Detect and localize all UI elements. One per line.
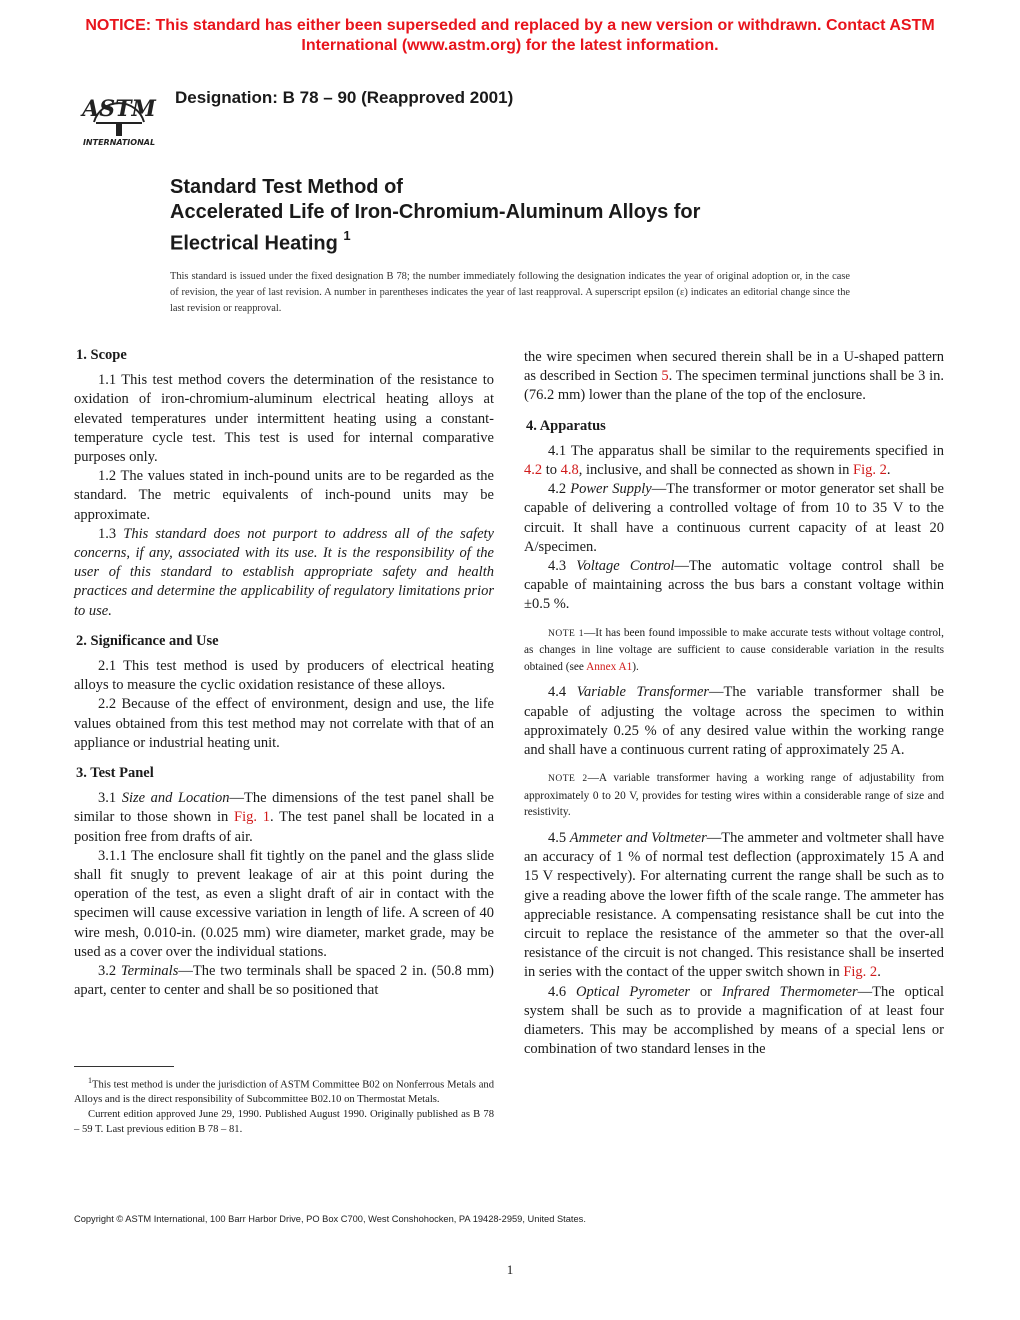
note-1-text-b: ).	[632, 660, 639, 673]
para-3-1-num: 3.1	[98, 790, 122, 807]
note-1	[524, 625, 944, 676]
title-line-2: Accelerated Life of Iron-Chromium-Aluminum Alloys for	[170, 201, 701, 223]
page-number: 1	[506, 1262, 514, 1277]
notice-line-1: NOTICE: This standard has either been superseded and replaced by a new version or withdrawn. Contact ASTM	[85, 17, 935, 34]
para-4-1-b: to	[542, 462, 561, 479]
copyright: Copyright © ASTM International, 100 Barr Harbor Drive, PO Box C700, West Conshohocken, PA 19428-2959, United States.	[74, 1214, 586, 1224]
heading-scope: 1. Scope	[76, 347, 127, 363]
fig-1-link[interactable]: Fig. 1	[234, 809, 270, 826]
para-3-1-text-b: . The test panel shall be located in a position free from drafts of air.	[74, 809, 495, 845]
para-4-2-num: 4.2	[548, 481, 571, 498]
para-3-1-text-a: —The dimensions of the test panel shall be similar to those shown in	[74, 790, 494, 826]
para-4-5-term: Ammeter and Voltmeter	[569, 830, 707, 847]
para-4-4	[524, 683, 944, 760]
note-2-label: NOTE 2	[548, 774, 588, 785]
left-column	[74, 346, 494, 1001]
para-4-6-term-1: Optical Pyrometer	[576, 983, 691, 1000]
para-4-5-text-a: —The ammeter and voltmeter shall have an accuracy of 1 % of normal test deflection (approximately 15 A and 15 V respectively). For alternating current the range shall be such as to give a reading above the lower fifth of the scale range. The ammeter has appreciable resistance. A compensating resistance shall be cut into the circuit to replace the resistance of the ammeter so that the over-all resistance of the circuit is not changed. This resistance shall be inserted in series with the contact of the upper switch shown in	[524, 830, 945, 981]
para-2-2: 2.2 Because of the effect of environment, design and use, the life values obtained from this test method may not correlate with that of an appliance or industrial heating unit.	[74, 696, 494, 751]
document-title	[170, 175, 930, 257]
para-4-5	[524, 829, 944, 983]
withdrawal-notice	[40, 16, 980, 56]
note-2	[524, 770, 944, 821]
para-4-6	[524, 983, 944, 1060]
annex-a1-link[interactable]: Annex A1	[586, 660, 633, 673]
para-4-2-text: —The transformer or motor generator set shall be capable of delivering a controlled voltage of from 10 to 35 V to the circuit. It shall have a continuous current capacity of at least 20 A/specimen.	[524, 481, 944, 555]
para-4-3-num: 4.3	[548, 558, 577, 575]
para-3-1-term: Size and Location	[121, 790, 230, 807]
para-4-3-text: —The automatic voltage control shall be capable of maintaining across the bus bars a constant voltage within ±0.5 %.	[524, 558, 944, 613]
title-footnote-mark: 1	[343, 228, 351, 243]
para-4-1-d: .	[886, 462, 891, 479]
section-5-link[interactable]: 5	[661, 368, 669, 385]
astm-logo-sub: INTERNATIONAL	[82, 138, 156, 147]
designation: Designation: B 78 – 90 (Reapproved 2001)	[175, 88, 514, 107]
para-4-6-num: 4.6	[548, 983, 576, 1000]
heading-significance: 2. Significance and Use	[76, 632, 219, 649]
para-4-4-term: Variable Transformer	[576, 684, 710, 701]
para-4-6-text: —The optical system shall be such as to provide a magnification of at least four diameters. This may be accomplished by means of a special lens or combination of two standard lenses in the	[524, 983, 945, 1058]
footnote	[74, 1074, 494, 1138]
para-4-4-num: 4.4	[548, 684, 577, 701]
para-4-3	[524, 557, 944, 615]
para-4-2-term: Power Supply	[570, 481, 652, 498]
para-1-3	[74, 525, 494, 621]
ref-4-8-link[interactable]: 4.8	[560, 462, 579, 479]
para-1-3-num: 1.3	[98, 525, 124, 542]
para-1-1: 1.1 This test method covers the determination of the resistance to oxidation of iron-chromium-aluminum electrical heating alloys at elevated temperatures under intermittent heating using a constant-temperature cycle test. This test is used for internal comparative purposes only.	[74, 372, 494, 466]
astm-logo	[76, 76, 162, 148]
heading-apparatus: 4. Apparatus	[526, 417, 606, 434]
footnote-para-2: Current edition approved June 29, 1990. Published August 1990. Originally published as B 78 – 59 T. Last previous edition B 78 – 81.	[74, 1109, 494, 1135]
fig-2-link[interactable]: Fig. 2	[853, 462, 887, 479]
para-3-2-continued	[524, 348, 944, 406]
para-4-6-or: or	[690, 983, 722, 1000]
note-1-label: NOTE 1	[548, 628, 584, 639]
footnote-text-1: This test method is under the jurisdiction of ASTM Committee B02 on Nonferrous Metals and Alloys and is the direct responsibility of Subcommittee B02.10 on Thermostat Metals.	[74, 1079, 494, 1106]
para-4-1-a: 4.1 The apparatus shall be similar to the requirements specified in	[548, 442, 944, 459]
para-4-2	[524, 480, 944, 557]
para-1-3-text: This standard does not purport to address all of the safety concerns, if any, associated with its use. It is the responsibility of the user of this standard to establish appropriate safety and health practices and determine the applicability of regulatory limitations prior to use.	[74, 525, 494, 619]
title-line-3: Electrical Heating	[170, 232, 338, 255]
para-4-1-c: , inclusive, and shall be connected as shown in	[578, 462, 854, 479]
issued-note: This standard is issued under the fixed designation B 78; the number immediately following the designation indicates the year of original adoption or, in the case of revision, the year of last revision. A number in parentheses indicates the year of last reapproval. A superscript epsilon (ε) indicates an editorial change since the last revision or reapproval.	[170, 271, 850, 314]
note-2-text: —A variable transformer having a working range of adjustability from approximately 0 to 20 V, provides for testing wires within a considerable range of size and resistivity.	[524, 772, 945, 819]
para-3-2-term: Terminals	[120, 963, 179, 980]
para-3-2-cont-a: the wire specimen when secured therein shall be in a U-shaped pattern as described in Section	[524, 349, 944, 385]
para-4-5-num: 4.5	[548, 830, 570, 847]
para-4-5-text-b: .	[877, 964, 881, 981]
para-4-1	[524, 442, 944, 480]
ref-4-2-link[interactable]: 4.2	[524, 462, 543, 479]
fig-2-link-2[interactable]: Fig. 2	[843, 964, 878, 981]
para-1-2: 1.2 The values stated in inch-pound units are to be regarded as the standard. The metric equivalents of inch-pound units may be approximate.	[74, 468, 494, 523]
right-column	[524, 348, 944, 1059]
para-4-6-term-2: Infrared Thermometer	[721, 983, 858, 1000]
para-4-3-term: Voltage Control	[576, 558, 675, 575]
para-3-2-num: 3.2	[98, 963, 121, 980]
para-3-1-1: 3.1.1 The enclosure shall fit tightly on the panel and the glass slide shall fit snugly to prevent leakage of air at this point during the operation of the test, as even a slight draft of air in contact with the specimen will cause excessive variation in length of life. A screen of 40 wire mesh, 0.010-in. (0.025 mm) wire diameter, market grade, may be used as a cover over the individual stations.	[74, 847, 494, 960]
para-3-2	[74, 962, 494, 1000]
footnote-rule	[74, 1066, 174, 1067]
para-3-1	[74, 789, 494, 847]
para-4-4-text: —The variable transformer shall be capable of adjusting the voltage across the specimen to within approximately 0.25 % of any desired value within the working range and shall have a continuous current rating of approximately 25 A.	[524, 684, 944, 759]
footnote-para-1	[74, 1074, 494, 1108]
para-3-2-text: —The two terminals shall be spaced 2 in. (50.8 mm) apart, center to center and shall be so positioned that	[74, 963, 495, 999]
footnote-mark: 1	[88, 1076, 92, 1085]
astm-logo-letters: ASTM	[82, 96, 156, 122]
title-line-1: Standard Test Method of	[170, 176, 403, 198]
heading-test-panel: 3. Test Panel	[76, 765, 154, 782]
note-1-text-a: —It has been found impossible to make accurate tests without voltage control, as changes in line voltage are sufficient to cause considerable variation in the results obtained (see	[524, 626, 945, 673]
notice-line-2: International (www.astm.org) for the latest information.	[301, 37, 719, 54]
para-2-1: 2.1 This test method is used by producers of electrical heating alloys to measure the cyclic oxidation resistance of these alloys.	[74, 658, 494, 694]
para-3-2-cont-b: . The specimen terminal junctions shall be 3 in. (76.2 mm) lower than the plane of the top of the enclosure.	[524, 368, 944, 404]
